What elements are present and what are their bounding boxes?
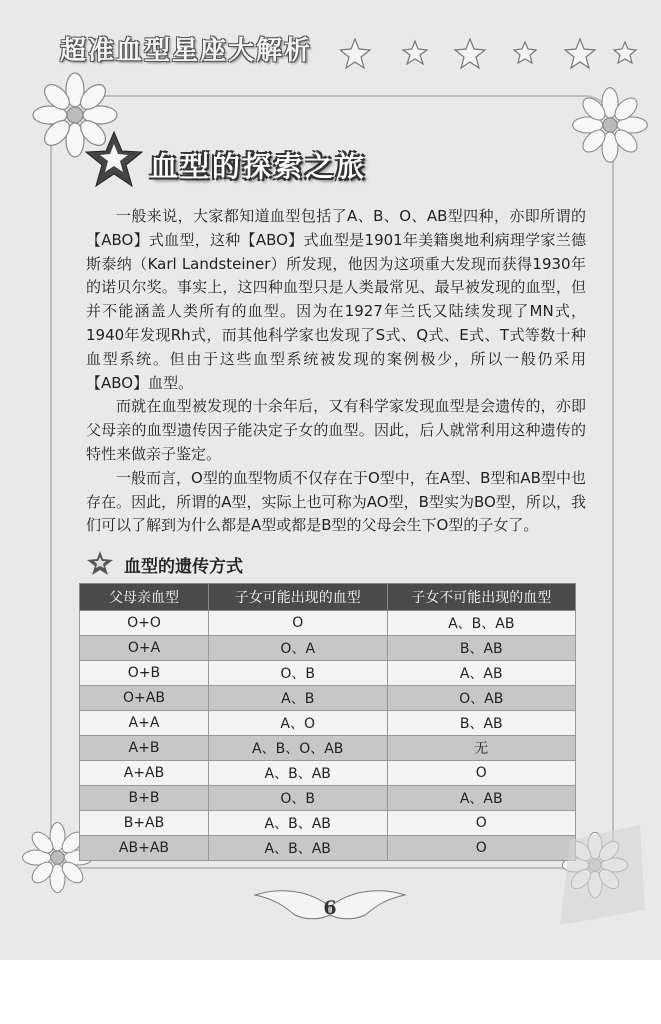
- table-cell: O+AB: [80, 686, 209, 711]
- flower-icon: [570, 85, 650, 165]
- table-cell: O: [387, 811, 576, 836]
- table-cell: A、B、O、AB: [208, 736, 387, 761]
- table-row: [80, 711, 576, 736]
- table-cell: A+A: [80, 711, 209, 736]
- table-row: [80, 611, 576, 636]
- table-cell: A、B、AB: [208, 836, 387, 861]
- table-cell: A、AB: [387, 786, 576, 811]
- table-row: [80, 786, 576, 811]
- table-cell: B、AB: [387, 636, 576, 661]
- blood-type-table: [79, 583, 576, 861]
- column-header: 父母亲血型: [80, 584, 209, 611]
- column-header: 子女可能出现的血型: [208, 584, 387, 611]
- paragraph: 而就在血型被发现的十余年后，又有科学家发现血型是会遗传的，亦即父母亲的血型遗传因子能决定子女的血型。因此，后人就常利用这种遗传的特性来做亲子鉴定。: [86, 397, 586, 463]
- table-cell: O、B: [208, 786, 387, 811]
- star-icon: [86, 550, 114, 576]
- table-cell: A、AB: [387, 661, 576, 686]
- table-cell: O: [387, 836, 576, 861]
- table-row: [80, 836, 576, 861]
- book-title: 超准血型星座大解析: [60, 36, 313, 66]
- table-row: [80, 736, 576, 761]
- subsection-title: 血型的遗传方式: [124, 557, 243, 577]
- article-body: [86, 205, 586, 538]
- table-cell: O、A: [208, 636, 387, 661]
- table-row: [80, 636, 576, 661]
- section-title: 血型的探索之旅: [150, 150, 368, 183]
- table-cell: A、B、AB: [208, 761, 387, 786]
- table-cell: O+B: [80, 661, 209, 686]
- table-cell: O: [387, 761, 576, 786]
- page-margin: [0, 960, 661, 1024]
- table-cell: O、AB: [387, 686, 576, 711]
- star-icon: [84, 130, 144, 190]
- table-cell: B+AB: [80, 811, 209, 836]
- table-cell: A、B、AB: [208, 811, 387, 836]
- page-number: 6: [323, 897, 337, 919]
- table-cell: B+B: [80, 786, 209, 811]
- table-header-row: [80, 584, 576, 611]
- table-row: [80, 686, 576, 711]
- table-cell: A、B、AB: [387, 611, 576, 636]
- table-row: [80, 761, 576, 786]
- paragraph: 一般来说，大家都知道血型包括了A、B、O、AB型四种，亦即所谓的【ABO】式血型，这种【ABO】式血型是1901年美籍奥地利病理学家兰德斯泰纳（Karl Landsteiner）所发现，他因为这项重大发现而获得1930年的诺贝尔奖。事实上，这四种血型只是人类最常见、最早被发现的血型，但并不能涵盖人类所有的血型。因为在1927年兰氏又陆续发现了MN式，1940年发现Rh式，而其他科学家也发现了S式、Q式、E式、T式等数十种血型系统。但由于这些血型系统被发现的案例极少，所以一般仍采用【ABO】血型。: [86, 207, 586, 392]
- table-cell: O、B: [208, 661, 387, 686]
- table-cell: AB+AB: [80, 836, 209, 861]
- table-cell: B、AB: [387, 711, 576, 736]
- table-cell: 无: [387, 736, 576, 761]
- column-header: 子女不可能出现的血型: [387, 584, 576, 611]
- table-cell: A、B: [208, 686, 387, 711]
- table-row: [80, 661, 576, 686]
- table-cell: A+B: [80, 736, 209, 761]
- table-cell: O+O: [80, 611, 209, 636]
- paragraph: 一般而言，O型的血型物质不仅存在于O型中，在A型、B型和AB型中也存在。因此，所谓的A型，实际上也可称为AO型，B型实为BO型，所以，我们可以了解到为什么都是A型或都是B型的父母会生下O型的子女了。: [86, 468, 586, 535]
- table-cell: O: [208, 611, 387, 636]
- decorative-stars-icon: [340, 36, 640, 72]
- table-cell: A、O: [208, 711, 387, 736]
- table-row: [80, 811, 576, 836]
- table-cell: A+AB: [80, 761, 209, 786]
- watermark-icon: [540, 820, 650, 930]
- table-cell: O+A: [80, 636, 209, 661]
